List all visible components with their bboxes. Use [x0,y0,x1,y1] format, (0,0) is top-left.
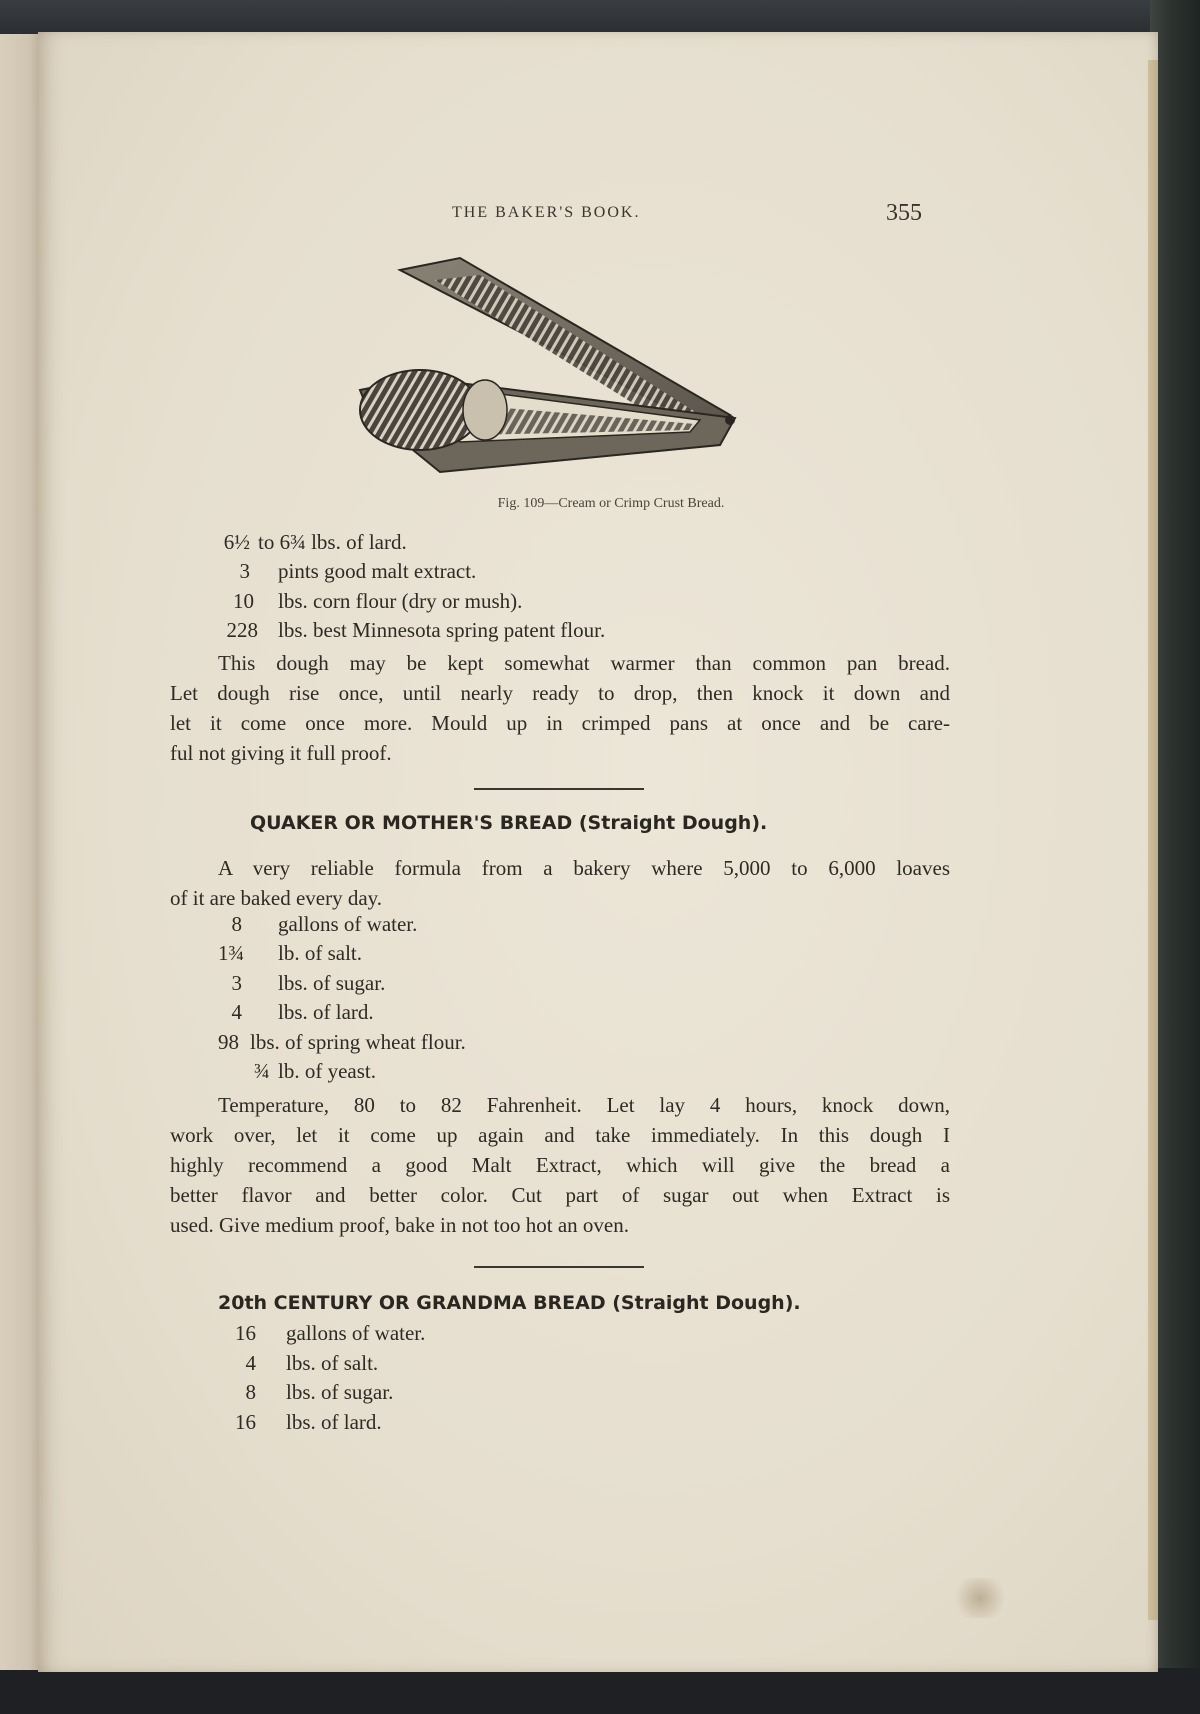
ingredient-qty: 4 [245,1351,256,1375]
ingredient-qty: ¾ [254,1059,270,1083]
ingredient-text: lbs. of lard. [286,1410,382,1434]
ingredient-text: lb. of salt. [278,941,362,965]
paragraph-line: work over, let it come up again and take immediately. In this dough I [170,1123,950,1147]
ingredient-qty: 4 [231,1000,242,1024]
ingredient-text: lbs. of lard. [278,1000,374,1024]
ingredient-qty: 98 [218,1030,239,1054]
paragraph-line: ful not giving it full proof. [170,741,392,765]
page-stain [950,1578,1010,1618]
ingredient-qty: 3 [239,559,250,583]
previous-page-edge [0,34,42,1670]
ingredient-qty: 228 [226,618,258,642]
ingredient-text: lb. of yeast. [278,1059,376,1083]
section-heading: 20th CENTURY OR GRANDMA BREAD (Straight Dough). [218,1292,801,1314]
paragraph-line: highly recommend a good Malt Extract, which will give the bread a [170,1153,950,1177]
ingredient-qty: 6½ [223,530,250,554]
ingredient-text: lbs. of sugar. [286,1380,394,1404]
ingredient-text: lbs. of spring wheat flour. [250,1030,466,1054]
page-number: 355 [886,200,922,226]
paragraph-line: A very reliable formula from a bakery where 5,000 to 6,000 loaves [218,856,950,880]
ingredient-text: pints good malt extract. [278,559,477,583]
paragraph-line: Let dough rise once, until nearly ready to drop, then knock it down and [170,681,950,705]
scan-background-bottom [0,1668,1200,1714]
ingredient-qty: 8 [231,912,242,936]
paragraph-line: This dough may be kept somewhat warmer than common pan bread. [218,651,950,675]
figure-caption: Fig. 109—Cream or Crimp Crust Bread. [497,496,725,511]
ingredient-text: lbs. of sugar. [278,971,386,995]
section-2-intro [170,853,950,913]
paragraph-line: used. Give medium proof, bake in not too hot an oven. [170,1213,629,1237]
ingredient-text: gallons of water. [278,912,418,936]
ingredient-text: gallons of water. [286,1321,426,1345]
crimp-crust-bread-pan-illustration [340,250,800,500]
paragraph-line: let it come once more. Mould up in crimped pans at once and be care- [170,711,950,735]
page-edge-strip [1148,60,1158,1620]
section-2-instructions [170,1090,950,1240]
ingredient-qty: 16 [235,1321,256,1345]
paragraph-line: Temperature, 80 to 82 Fahrenheit. Let lay 4 hours, knock down, [218,1093,950,1117]
ingredient-text: lbs. of salt. [286,1351,379,1375]
ingredient-qty: 10 [233,589,254,613]
ingredient-text: to 6¾ lbs. of lard. [258,530,407,554]
ingredient-qty: 16 [235,1410,256,1434]
ingredient-qty: 3 [231,971,242,995]
ingredient-text: lbs. corn flour (dry or mush). [278,589,523,613]
section-divider [474,1266,644,1268]
section-divider [474,788,644,790]
paragraph-line: of it are baked every day. [170,886,383,910]
ingredient-qty: 1¾ [218,941,245,965]
ingredient-text: lbs. best Minnesota spring patent flour. [278,618,606,642]
ingredient-qty: 8 [245,1380,256,1404]
section-heading: QUAKER OR MOTHER'S BREAD (Straight Dough). [250,812,768,834]
running-head-title: THE BAKER'S BOOK. [452,204,641,221]
recipe-1-instructions [170,648,950,768]
paragraph-line: better flavor and better color. Cut part of sugar out when Extract is [170,1183,950,1207]
